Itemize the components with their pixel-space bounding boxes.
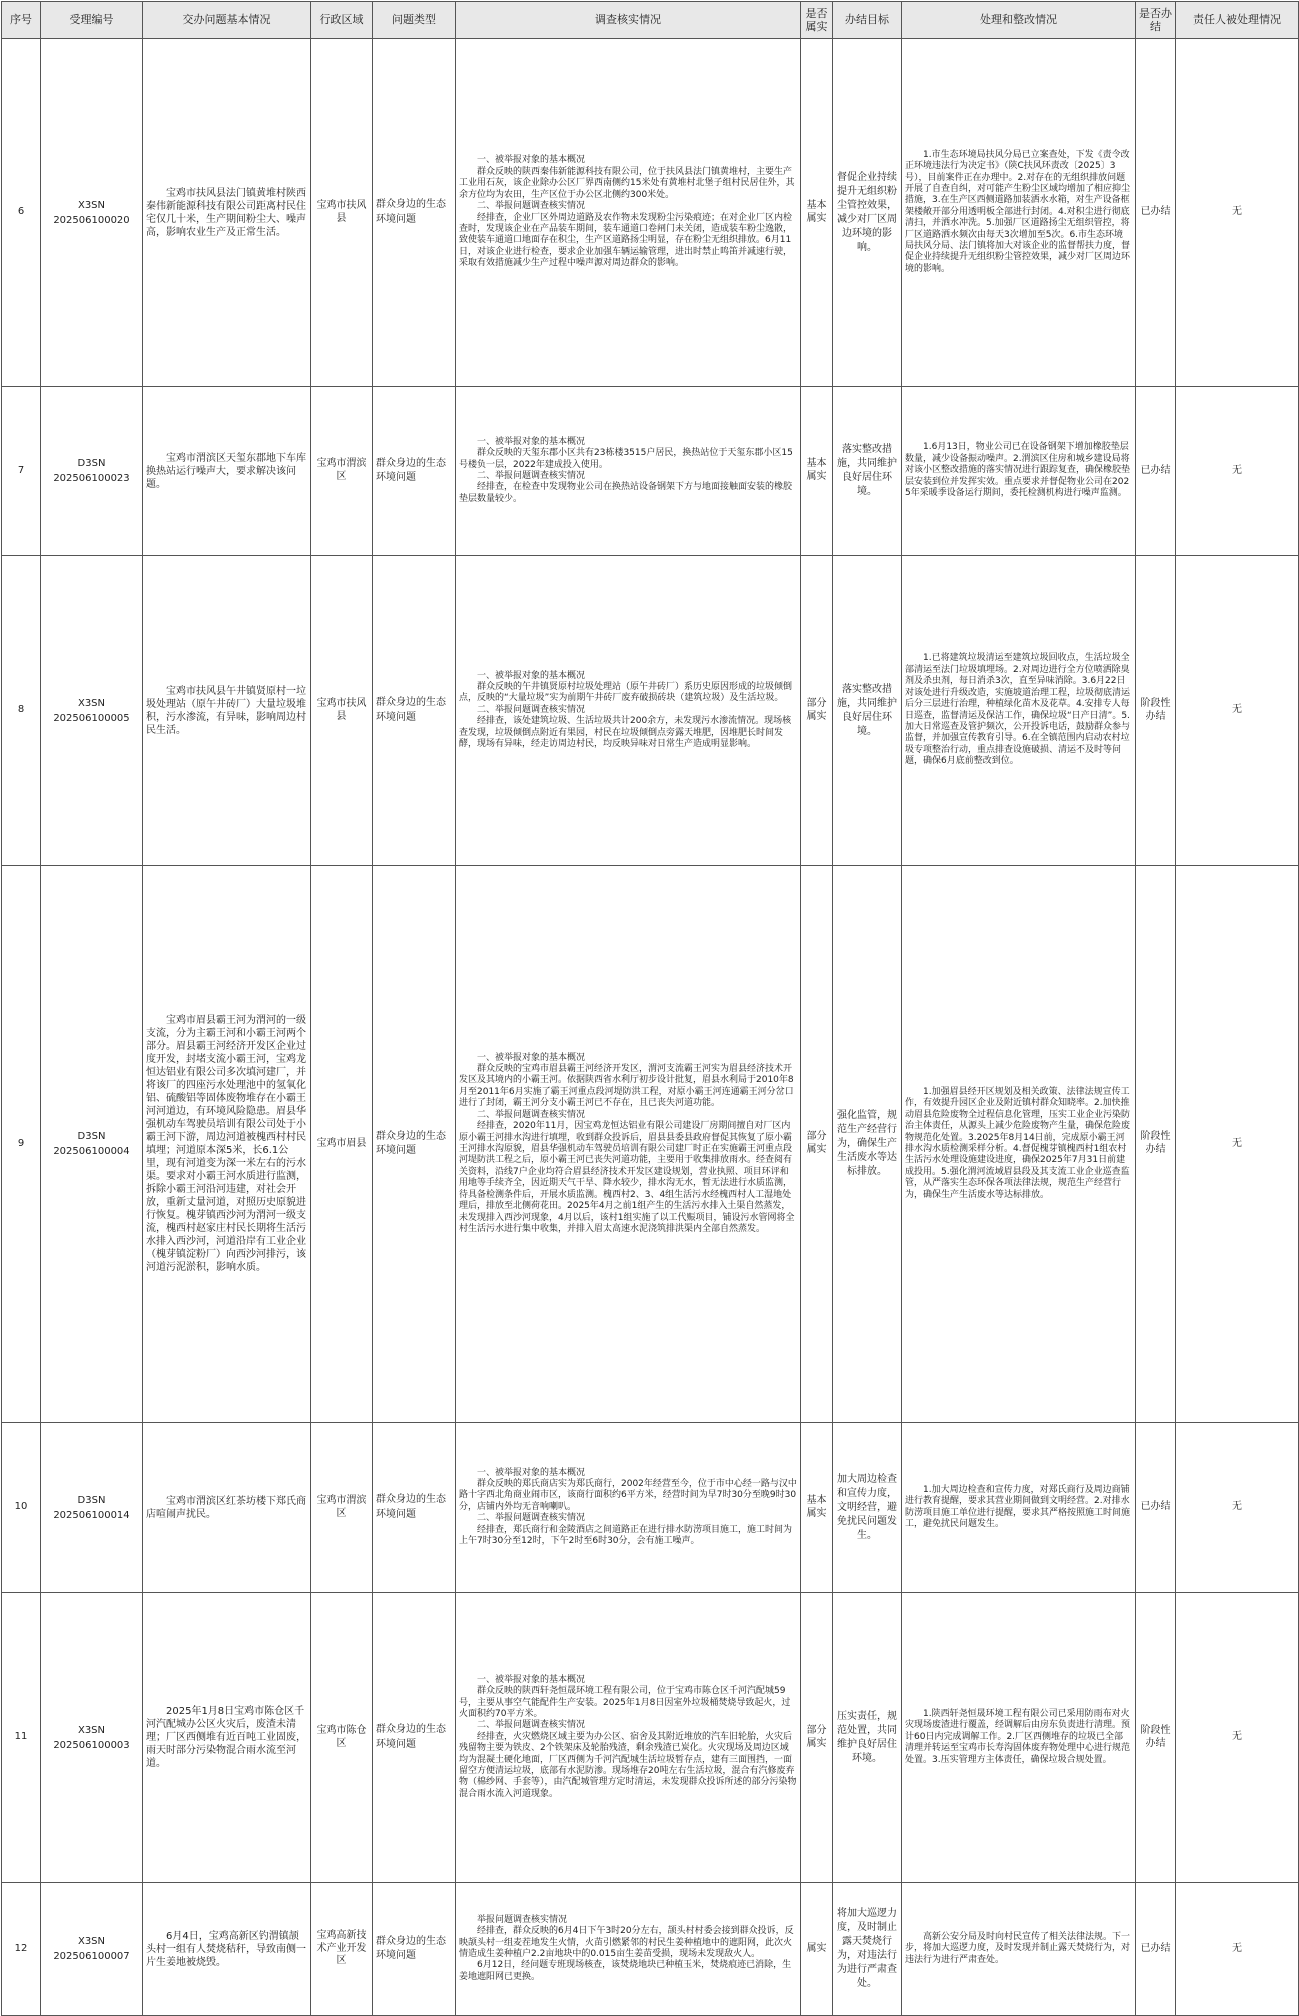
- investigation-paragraph: 经排查，2020年11月，因宝鸡龙恒达铝业有限公司建设厂房期间擅自对厂区内原小霸王河排水沟进行填埋，收到群众投诉后，眉县县委县政府督促其恢复了原小霸王河排水沟原貌，眉县华强机动车驾驶员培训有限公司建厂时正在实施霸王河重点段河堤防洪工程之后，原小霸王河已丧失河道功能，主要用于收集排放雨水。经查阅有关资料，沿线7户企业均符合眉县经济技术开发区建设规划，营业执照、项目环评和用地等手续齐全，因近期天气干旱、降水较少，排水沟无水，暂无法进行水质监测，待具备检测条件后，开展水质监测。槐西村2、3、4组生活污水经槐西村人工湿地处理后，排放至北侧荷花田。2025年4月之前1组产生的生活污水排入土渠自然蒸发，未发现排入西沙河现象，4月以后，该村1组实施了以工代赈项目，铺设污水管网将全村生活污水进行集中收集，并排入眉太高速水泥浇筑排洪渠内全部自然蒸发。: [459, 1121, 795, 1234]
- cell-accountability: 无: [1176, 1423, 1299, 1593]
- cell-accountability: 无: [1176, 1593, 1299, 1883]
- cell-region: 宝鸡市陈仓区: [311, 1593, 373, 1883]
- cell-type: 群众身边的生态环境问题: [373, 387, 456, 556]
- code-prefix: X3SN: [77, 1724, 106, 1736]
- cell-seq: 9: [2, 866, 41, 1423]
- cell-seq: 8: [2, 556, 41, 866]
- cell-handling: 1.市生态环境局扶风分局已立案查处，下发《责令改正环境违法行为决定书》（陕C扶风环责改〔2025〕3号），目前案件正在办理中。2.对存在的无组织排放问题开展了自查自纠，对可能产生粉尘区域均增加了相应抑尘措施，3.在生产区西侧道路加装洒水水箱，对生产设备框架楼敞开部分用透明板全部进行封闭。4.对积尘进行彻底清扫，并洒水冲洗。5.加强厂区道路扬尘无组织管控，将厂区道路洒水频次由每天3次增加至5次。6.市生态环境局扶风分局、法门镇将加大对该企业的监督帮扶力度，督促企业持续提升无组织粉尘管控效果，减少对厂区周边环境的影响。: [902, 39, 1136, 387]
- table-row: [2, 556, 1299, 866]
- cell-goal: 加大周边检查和宣传力度，文明经营，避免扰民问题发生。: [833, 1423, 902, 1593]
- investigation-paragraph: 群众反映的天玺东郡小区共有23栋楼3515户居民，换热站位于天玺东郡小区15号楼负一层，2022年建成投入使用。: [459, 448, 793, 470]
- investigation-paragraph: 一、被举报对象的基本概况: [477, 1674, 586, 1685]
- cell-verified: 基本属实: [801, 39, 833, 387]
- code-prefix: D3SN: [77, 1131, 106, 1142]
- cell-verified: 基本属实: [801, 1423, 833, 1593]
- header-accountability: 责任人被处理情况: [1176, 2, 1299, 39]
- cell-investigation: [456, 556, 801, 866]
- table-row: [2, 866, 1299, 1423]
- cell-investigation: [456, 1883, 801, 2016]
- header-seq: 序号: [2, 2, 41, 39]
- header-region: 行政区域: [311, 2, 373, 39]
- cell-code: [41, 1423, 143, 1593]
- header-code: 受理编号: [41, 2, 143, 39]
- cell-investigation: [456, 39, 801, 387]
- code-number: 202506100020: [53, 214, 130, 226]
- investigation-paragraph: 一、被举报对象的基本概况: [477, 155, 586, 166]
- investigation-paragraph: 二、举报问题调查核实情况: [477, 471, 586, 481]
- cell-region: 宝鸡市渭滨区: [311, 1423, 373, 1593]
- cell-code: [41, 1883, 143, 2016]
- cell-type: 群众身边的生态环境问题: [373, 39, 456, 387]
- investigation-paragraph: 二、举报问题调查核实情况: [477, 1720, 586, 1731]
- cell-handling: 1.陕西轩尧恒晟环境工程有限公司已采用防雨布对火灾现场废渣进行覆盖，经调解后由房东负责进行清理。预计60日内完成调解工作。2.厂区西侧堆存的垃圾已全部清理并转运至宝鸡市长寿沟固体废弃物处理中心进行规范处置。3.压实管理方主体责任，确保垃圾合规处置。: [902, 1593, 1136, 1883]
- cell-handling: 高新公安分局及时向村民宣传了相关法律法规。下一步，将加大巡逻力度，及时发现并制止露天焚烧行为，对违法行为进行严肃查处。: [902, 1883, 1136, 2016]
- cell-code: [41, 1593, 143, 1883]
- cell-investigation: [456, 387, 801, 556]
- cell-closed: 已办结: [1136, 39, 1176, 387]
- header-type: 问题类型: [373, 2, 456, 39]
- cell-verified: 部分属实: [801, 556, 833, 866]
- cell-seq: 7: [2, 387, 41, 556]
- cell-issue: 2025年1月8日宝鸡市陈仓区千河汽配城办公区火灾后，废渣未清理；厂区西侧堆有近百吨工业固废，雨天时部分污染物混合雨水流至河道。: [143, 1593, 311, 1883]
- cell-region: 宝鸡高新技术产业开发区: [311, 1883, 373, 2016]
- investigation-paragraph: 二、举报问题调查核实情况: [477, 1109, 586, 1120]
- investigation-paragraph: 二、举报问题调查核实情况: [477, 704, 586, 715]
- investigation-paragraph: 一、被举报对象的基本概况: [477, 1467, 586, 1478]
- code-prefix: D3SN: [77, 458, 106, 469]
- cell-investigation: [456, 1423, 801, 1593]
- investigation-paragraph: 经排查，企业厂区外周边道路及农作物未发现粉尘污染痕迹；在对企业厂区内检查时，发现该企业在产品装车期间，装车通道口卷闸门未关闭，造成装车粉尘逸散，致使装车通道口地面存在积尘，生产区道路扬尘明显，存在粉尘无组织排放。6月11日，对该企业进行检查，要求企业加强车辆运输管理，进出时禁止鸣笛并减速行驶，采取有效措施减少生产过程中噪声源对周边群众的影响。: [459, 212, 793, 269]
- header-closed: 是否办结: [1136, 2, 1176, 39]
- cell-goal: 压实责任，规范处置，共同维护良好居住环境。: [833, 1593, 902, 1883]
- cell-code: [41, 387, 143, 556]
- table-row: [2, 1423, 1299, 1593]
- header-goal: 办结目标: [833, 2, 902, 39]
- cell-verified: 部分属实: [801, 1593, 833, 1883]
- header-handling: 处理和整改情况: [902, 2, 1136, 39]
- investigation-paragraph: 一、被举报对象的基本概况: [477, 1052, 586, 1063]
- cell-verified: 属实: [801, 1883, 833, 2016]
- table-row: [2, 39, 1299, 387]
- cell-type: 群众身边的生态环境问题: [373, 866, 456, 1423]
- table-row: [2, 1593, 1299, 1883]
- cell-region: 宝鸡市扶风县: [311, 556, 373, 866]
- investigation-paragraph: 一、被举报对象的基本概况: [477, 436, 586, 447]
- cell-code: [41, 866, 143, 1423]
- investigation-paragraph: 经排查，郑氏商行和金陵酒店之间道路正在进行排水防涝项目施工，施工时间为上午7时30分至12时，下午2时至6时30分，会有施工噪声。: [459, 1524, 793, 1547]
- investigation-paragraph: 经排查，群众反映的6月4日下午3时20分左右，颉头村村委会接到群众投诉，反映颉头村一组麦茬地发生火情，火苗引燃紧邻的村民生姜种植地中的遮阳网，此次火情造成生姜种植户2.2亩地块中的0.015亩生姜苗受损，现场未发现敌火人。: [459, 1926, 794, 1959]
- cell-type: 群众身边的生态环境问题: [373, 1593, 456, 1883]
- investigation-paragraph: 经排查，火灾燃烧区域主要为办公区、宿舍及其附近堆放的汽车旧轮胎，火灾后残留物主要为铁皮、2个铁架床及轮胎残渣，剩余残渣已炭化。火灾现场及周边区域均为混凝土硬化地面，厂区西侧为千河汽配城生活垃圾暂存点，建有三面围挡，一面留空方便清运垃圾，底部有水泥防渗。现场堆存20吨左右生活垃圾，混合有汽修废弃物（棉纱网、手套等），由汽配城管理方定时清运，未发现群众投诉所述的部分污染物混合雨水流入河道现象。: [459, 1731, 797, 1799]
- cell-code: [41, 556, 143, 866]
- code-prefix: X3SN: [77, 697, 106, 709]
- cell-goal: 将加大巡逻力度，及时制止露天焚烧行为，对违法行为进行严肃查处。: [833, 1883, 902, 2016]
- cell-handling: 1.加大周边检查和宣传力度，对郑氏商行及周边商铺进行教育提醒，要求其营业期间做到文明经营。2.对排水防涝项目施工单位进行提醒，要求其严格按照施工时间施工，避免扰民问题发生。: [902, 1423, 1136, 1593]
- cell-code: [41, 39, 143, 387]
- code-number: 202506100005: [53, 712, 130, 724]
- cell-handling: 1.已将建筑垃圾清运至建筑垃圾回收点，生活垃圾全部清运至法门垃圾填埋场。2.对周边进行全方位喷洒除臭剂及杀虫剂，每日消杀3次，直至异味消除。3.6月22日对该处进行升级改造，实施坡道治理工程，垃圾彻底清运后分三层进行治理，种植绿化苗木及花草。4.安排专人每日巡查，监督清运及保洁工作，确保垃圾“日产日清”。5.加大日常巡查及管护频次，公开投诉电话，鼓励群众参与监督，并加强宣传教育引导。6.在全镇范围内启动农村垃圾专项整治行动，重点排查设施破损、清运不及时等问题，确保6月底前整改到位。: [902, 556, 1136, 866]
- header-investigation: 调查核实情况: [456, 2, 801, 39]
- cell-seq: 11: [2, 1593, 41, 1883]
- code-prefix: X3SN: [77, 199, 106, 211]
- investigation-paragraph: 群众反映的午井镇贤原村垃圾处理站（原午井砖厂）系历史原因形成的垃圾倾倒点，反映的“大量垃圾”实为前期午井砖厂废弃破损砖块（建筑垃圾）及生活垃圾。: [459, 681, 793, 704]
- investigation-paragraph: 一、被举报对象的基本概况: [477, 670, 586, 681]
- cell-issue: 宝鸡市眉县霸王河为渭河的一级支流，分为主霸王河和小霸王河两个部分。眉县霸王河经济开发区企业过度开发，封堵支流小霸王河，宝鸡龙恒达铝业有限公司多次填河建厂，并将该厂的四座污水处理池中的氢氧化铝、硫酸铝等固体废物堆存在小霸王河河道边，有环境风险隐患。眉县华强机动车驾驶员培训有限公司处于小霸王河下游，周边河道被槐西村村民填埋；河道原本深5米，长6.1公里，现有河道变为深一米左右的污水渠。要求对小霸王河水质进行监测，拆除小霸王河沿河违建，对社会开放，重新丈量河道，对照历史原貌进行恢复。槐芽镇西沙河为渭河一级支流，槐西村赵家庄村民长期将生活污水排入西沙河，河道沿岸有工业企业（槐芽镇淀粉厂）向西沙河排污，该河道污泥淤积，影响水质。: [143, 866, 311, 1423]
- code-number: 202506100023: [53, 473, 130, 484]
- cell-goal: 落实整改措施，共同维护良好居住环境。: [833, 387, 902, 556]
- header-row: [2, 2, 1299, 39]
- cell-accountability: 无: [1176, 556, 1299, 866]
- cell-goal: 督促企业持续提升无组织粉尘管控效果，减少对厂区周边环境的影响。: [833, 39, 902, 387]
- cell-closed: 已办结: [1136, 1423, 1176, 1593]
- cell-investigation: [456, 866, 801, 1423]
- investigation-paragraph: 经排查，在检查中发现物业公司在换热站设备钢架下方与地面接触面安装的橡胶垫层数量较少。: [459, 482, 793, 504]
- cell-region: 宝鸡市眉县: [311, 866, 373, 1423]
- cell-closed: 已办结: [1136, 1883, 1176, 2016]
- cell-handling: 1.加强眉县经开区规划及相关政策、法律法规宣传工作，有效提升园区企业及附近镇村群众知晓率。2.加快推动眉县危险废物全过程信息化管理，压实工业企业污染防治主体责任，从源头上减少危险废物产生量，确保危险废物规范化处置。3.2025年8月14日前，完成原小霸王河排水沟水质检测采样分析。4.督促槐芽镇槐西村1组农村生活污水处理设施建设进度，确保2025年7月31日前建成投用。5.强化渭河流域眉县段及其支流工业企业巡查监管，从严落实生态环保各项法律法规，规范生产经营行为，确保生产生活废水等达标排放。: [902, 866, 1136, 1423]
- investigation-paragraph: 举报问题调查核实情况: [477, 1914, 568, 1925]
- code-number: 202506100003: [53, 1739, 130, 1751]
- cell-issue: 宝鸡市扶风县法门镇黄堆村陕西秦伟新能源科技有限公司距离村民住宅仅几十米，生产期间粉尘大、噪声高，影响农业生产及正常生活。: [143, 39, 311, 387]
- table-row: [2, 387, 1299, 556]
- cell-handling: 1.6月13日，物业公司已在设备钢架下增加橡胶垫层数量，减少设备振动噪声。2.渭滨区住房和城乡建设局将对该小区整改措施的落实情况进行跟踪复查，确保橡胶垫层安装到位并发挥实效。重点要求并督促物业公司在2025年采暖季设备运行期间，委托检测机构进行噪声监测。: [902, 387, 1136, 556]
- cell-investigation: [456, 1593, 801, 1883]
- cell-seq: 10: [2, 1423, 41, 1593]
- cell-goal: 落实整改措施，共同维护良好居住环境。: [833, 556, 902, 866]
- cell-verified: 基本属实: [801, 387, 833, 556]
- header-verified: 是否属实: [801, 2, 833, 39]
- cell-verified: 部分属实: [801, 866, 833, 1423]
- cell-closed: 阶段性办结: [1136, 556, 1176, 866]
- investigation-paragraph: 群众反映的宝鸡市眉县霸王河经济开发区，渭河支流霸王河实为眉县经济技术开发区及其境内的小霸王河。依据陕西省水利厅初步设计批复，眉县水利局于2010年8月至2011年6月实施了霸王河重点段河堤防洪工程，对原小霸王河连通霸王河分岔口进行了封闭，霸王河分支小霸王河已不存在，且已丧失河道功能。: [459, 1064, 794, 1109]
- cell-type: 群众身边的生态环境问题: [373, 556, 456, 866]
- investigation-paragraph: 经排查，该处建筑垃圾、生活垃圾共计200余方，未发现污水渗流情况。现场核查发现，垃圾倾倒点附近有果园，村民在垃圾倾倒点旁露天堆肥，因堆肥长时间发酵，现场有异味，经走访周边村民，均反映异味对日常生产造成明显影响。: [459, 716, 792, 750]
- cell-type: 群众身边的生态环境问题: [373, 1423, 456, 1593]
- cell-type: 群众身边的生态环境问题: [373, 1883, 456, 2016]
- investigation-paragraph: 群众反映的陕西轩尧恒晟环境工程有限公司，位于宝鸡市陈仓区千河汽配城59号，主要从事空气能配件生产安装。2025年1月8日因室外垃圾桶焚烧导致起火，过火面积约70平方米。: [459, 1686, 791, 1719]
- cell-issue: 宝鸡市渭滨区天玺东郡地下车库换热站运行噪声大，要求解决该问题。: [143, 387, 311, 556]
- code-prefix: D3SN: [77, 1494, 106, 1506]
- investigation-paragraph: 6月12日，经问题专班现场核查，该焚烧地块已种植玉米，焚烧痕迹已消除，生姜地遮阳网已更换。: [459, 1960, 792, 1982]
- cell-seq: 6: [2, 39, 41, 387]
- cell-accountability: 无: [1176, 1883, 1299, 2016]
- investigation-paragraph: 群众反映的郑氏商店实为郑氏商行，2002年经营至今，位于市中心经一路与汉中路十字西北角商业闹市区，该商行面积约6平方米，经营时间为早7时30分至晚9时30分，店铺内外均无音响喇叭。: [459, 1478, 797, 1512]
- cell-issue: 6月4日，宝鸡高新区钓渭镇颉头村一组有人焚烧秸秆，导致南侧一片生姜地被烧毁。: [143, 1883, 311, 2016]
- code-number: 202506100007: [53, 1951, 130, 1962]
- investigation-paragraph: 群众反映的陕西秦伟新能源科技有限公司，位于扶风县法门镇黄堆村，主要生产工业用石灰，该企业除办公区厂界西南侧约15米处有黄堆村北堡子组村民居住外，其余方位均为农田，生产区位于办公区北侧约300米处。: [459, 166, 795, 200]
- table-body: [2, 39, 1299, 2016]
- code-number: 202506100014: [53, 1509, 130, 1521]
- cell-goal: 强化监管，规范生产经营行为，确保生产生活废水等达标排放。: [833, 866, 902, 1423]
- cell-issue: 宝鸡市渭滨区红茶坊楼下郑氏商店喧闹声扰民。: [143, 1423, 311, 1593]
- cell-accountability: 无: [1176, 39, 1299, 387]
- cell-issue: 宝鸡市扶风县午井镇贤原村一垃圾处理站（原午井砖厂）大量垃圾堆积，污水渗流，有异味，影响周边村民生活。: [143, 556, 311, 866]
- investigation-paragraph: 二、举报问题调查核实情况: [477, 201, 586, 212]
- complaint-report-table: [1, 1, 1299, 2016]
- code-prefix: X3SN: [77, 1936, 106, 1947]
- cell-region: 宝鸡市扶风县: [311, 39, 373, 387]
- cell-region: 宝鸡市渭滨区: [311, 387, 373, 556]
- code-number: 202506100004: [53, 1146, 130, 1157]
- cell-seq: 12: [2, 1883, 41, 2016]
- investigation-paragraph: 二、举报问题调查核实情况: [477, 1513, 586, 1524]
- cell-closed: 阶段性办结: [1136, 866, 1176, 1423]
- table-row: [2, 1883, 1299, 2016]
- header-issue: 交办问题基本情况: [143, 2, 311, 39]
- cell-accountability: 无: [1176, 387, 1299, 556]
- cell-accountability: 无: [1176, 866, 1299, 1423]
- cell-closed: 已办结: [1136, 387, 1176, 556]
- cell-closed: 阶段性办结: [1136, 1593, 1176, 1883]
